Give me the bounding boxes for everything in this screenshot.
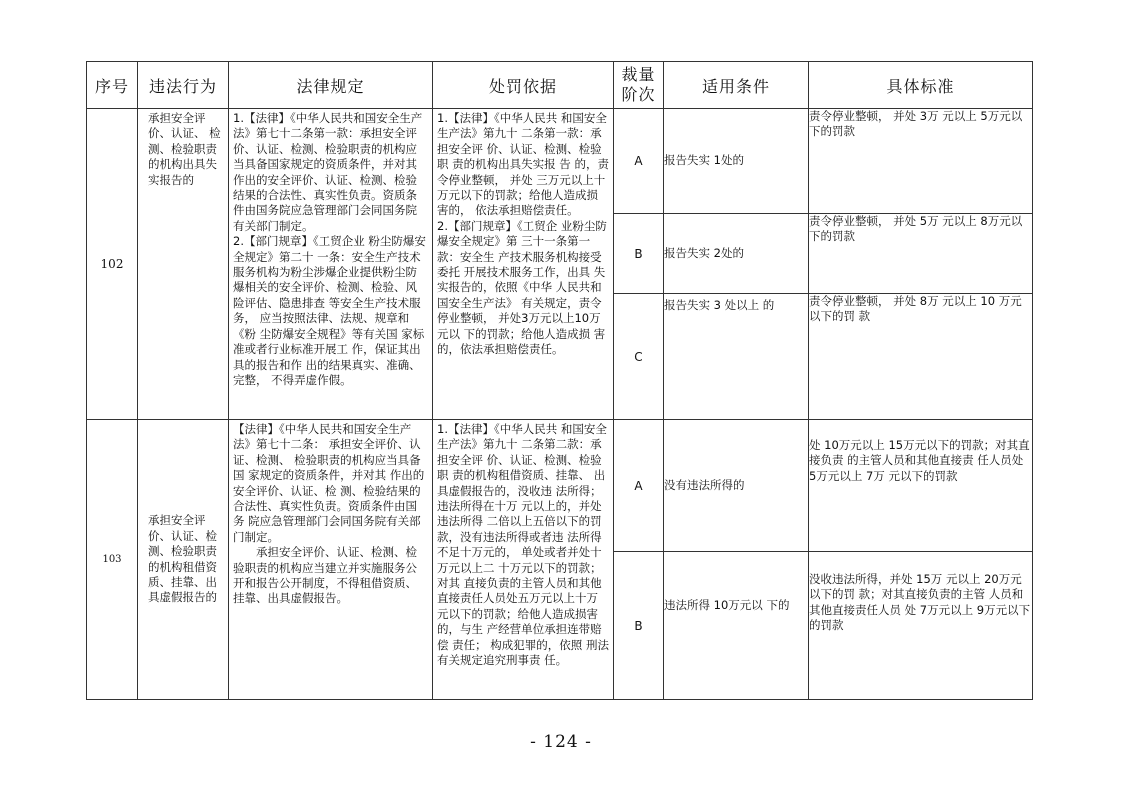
header-level-line1: 裁量: [621, 65, 656, 84]
header-specific-standard: 具体标准: [809, 62, 1033, 109]
header-discretion-level: [614, 62, 664, 109]
row-number: 103: [87, 420, 138, 700]
level-b: B: [614, 214, 664, 294]
legal-provision-paragraph: 承担安全评价、认证、检测、检验职责的机构应当建立并实施服务公开和报告公开制度，不得租借资质、挂靠、出具虚假报告。: [233, 545, 417, 606]
standard-cell: 责令停业整顿， 并处 3万 元以上 5万元以下的罚款: [809, 109, 1033, 214]
legal-provision-paragraph: 2.【部门规章】《工贸企业 粉尘防爆安全规定》第二十 一条：安全生产技术服务机构为粉尘涉爆企业提供粉尘防爆相关的安全评价、检测、检验、风险评估、隐患排查 等安全生产技术服务， 应当按照法律、法规、规章和《粉 尘防爆安全规程》等有关国 家标准或者行业标准开展工 作，保证其出具的报告和作 出的结果真实、准确、完整， 不得弄虚作假。: [233, 234, 426, 387]
regulation-table-page: [86, 61, 1033, 700]
penalty-basis-paragraph: 1.【法律】《中华人民共 和国安全生产法》第九十 二条第一款：承担安全评 价、认证、检测、检验职 责的机构出具失实报 告 的，责令停业整顿， 并处 三万元以上十万元以下的罚款；给他人造成损害的， 依法承担赔偿责任。: [437, 111, 609, 218]
standard-cell: 责令停业整顿， 并处 8万 元以上 10 万元以下的罚 款: [809, 294, 1033, 420]
legal-provision-paragraph: 1.【法律】《中华人民共和国安全生产法》第七十二条第一款：承担安全评价、认证、检测、检验职责的机构应当具备国家规定的资质条件，并对其作出的安全评价、认证、检测、检验结果的合法性、真实性负责。资质条件由国务院应急管理部门会同国务院有关部门制定。: [233, 111, 423, 233]
violation-text: 承担安全评价、认证、检测、检验职责的机构租借资质、挂靠、出具虚假报告的: [148, 513, 217, 605]
legal-provision-paragraph: 【法律】《中华人民共和国安全生产法》第七十二条： 承担安全评价、认证、检测、 检验职责的机构应当具备国 家规定的资质条件，并对其 作出的安全评价、认证、检 测、检验结果的合法性、真实性负责。资质条件由国务 院应急管理部门会同国务院有关部门制定。: [233, 422, 425, 544]
penalty-basis-paragraph: 1.【法律】《中华人民共 和国安全生产法》第九十 二条第二款：承担安全评 价、认证、检测、检验职 责的机构租借资质、挂靠、 出具虚假报告的，没收违 法所得；违法所得在十万 元以上的，并处违法所得 二倍以上五倍以下的罚 款，没有违法所得或者违 法所得不足十万元的， 单处或者并处十万元以上二 十万元以下的罚款；对其 直接负责的主管人员和其他直接责任人员处五万元以上十万元以下的罚款；给他人造成损害的，与生 产经营单位承担连带赔偿 责任； 构成犯罪的，依照 刑法有关规定追究刑事责 任。: [437, 422, 609, 668]
header-no: 序号: [87, 62, 138, 109]
condition-cell: 没有违法所得的: [664, 420, 809, 552]
header-violation: 违法行为: [138, 62, 229, 109]
level-a: A: [614, 109, 664, 214]
violation-text: 承担安全评价、认证、 检测、检验职责的机构出具失实报告的: [148, 111, 221, 187]
penalty-basis-cell: [433, 109, 614, 420]
table-row: [87, 109, 1033, 214]
row-number: 102: [87, 109, 138, 420]
legal-provision-cell: [229, 109, 433, 420]
header-level-line2: 阶次: [621, 85, 656, 104]
level-c: C: [614, 294, 664, 420]
table-header-row: [87, 62, 1033, 109]
penalty-discretion-table: [86, 61, 1033, 700]
penalty-basis-paragraph: 2.【部门规章】《工贸企 业粉尘防爆安全规定》第 三十一条第一款：安全生 产技术服务机构接受委托 开展技术服务工作，出具 失实报告的，依照《中华 人民共和国安全生产法》 有关规定，责令停业整顿， 并处3万元以上10万元以 下的罚款；给他人造成损 害的，依法承担赔偿责任。: [437, 218, 607, 357]
header-applicable-condition: 适用条件: [664, 62, 809, 109]
level-b: B: [614, 552, 664, 700]
condition-cell: 违法所得 10万元以 下的: [664, 552, 809, 700]
legal-provision-cell: [229, 420, 433, 700]
standard-cell: 责令停业整顿， 并处 5万 元以上 8万元以下的罚款: [809, 214, 1033, 294]
page-number: - 124 -: [530, 732, 592, 752]
header-legal-provision: 法律规定: [229, 62, 433, 109]
condition-cell: 报告失实 1处的: [664, 109, 809, 214]
standard-cell: 处 10万元以上 15万元以下的罚款；对其直接负责 的主管人员和其他直接责 任人员处 5万元以上 7万 元以下的罚款: [809, 420, 1033, 552]
table-row: [87, 420, 1033, 552]
standard-cell: 没收违法所得，并处 15万 元以上 20万元以下的罚 款；对其直接负责的主管 人员和其他直接责任人员 处 7万元以上 9万元以下 的罚款: [809, 552, 1033, 700]
level-a: A: [614, 420, 664, 552]
header-penalty-basis: 处罚依据: [433, 62, 614, 109]
condition-cell: 报告失实 3 处以上 的: [664, 294, 809, 420]
violation-cell: [138, 109, 229, 420]
condition-cell: 报告失实 2处的: [664, 214, 809, 294]
violation-cell: [138, 420, 229, 700]
penalty-basis-cell: [433, 420, 614, 700]
